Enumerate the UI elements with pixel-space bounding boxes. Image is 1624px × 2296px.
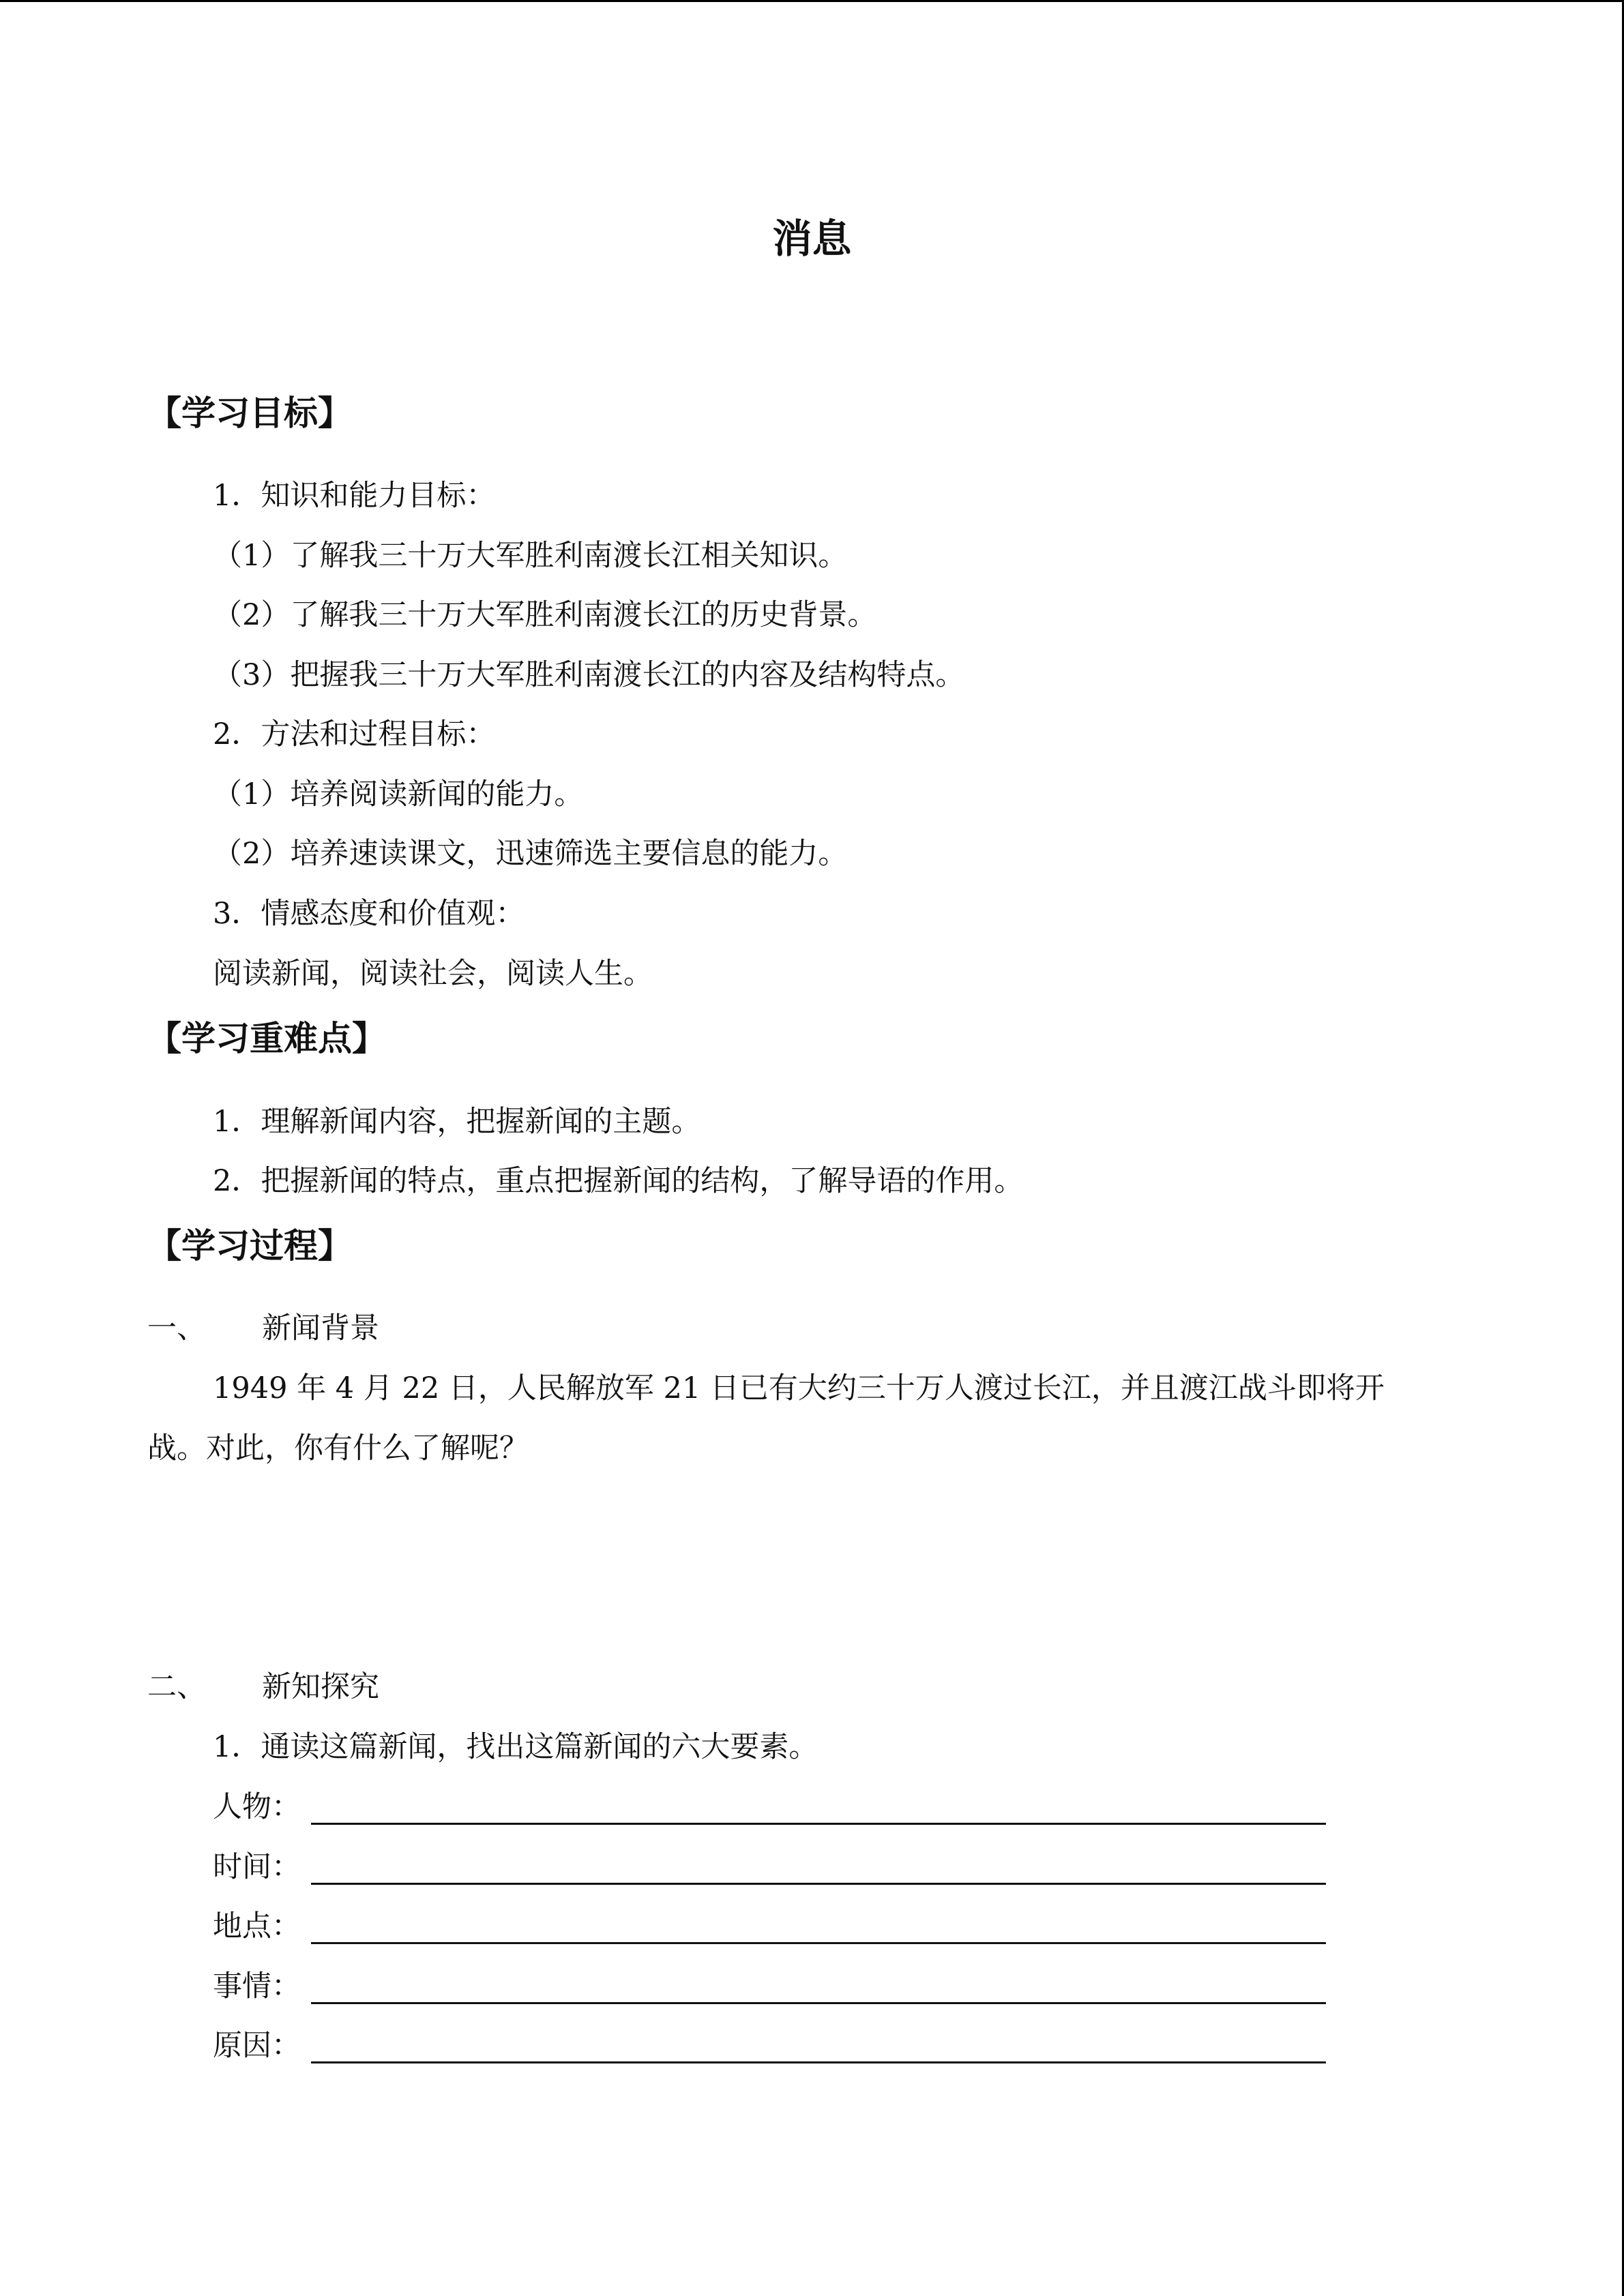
- fill-blank-row: [213, 1966, 1331, 2007]
- key-points-heading: 【学习重难点】: [147, 1019, 386, 1058]
- fill-blank-row: [213, 2025, 1331, 2066]
- objective-line: （1）培养阅读新闻的能力。: [213, 777, 584, 811]
- objective-line: （2）了解我三十万大军胜利南渡长江的历史背景。: [213, 598, 877, 632]
- background-paragraph-line: 1949 年 4 月 22 日，人民解放军 21 日已有大约三十万人渡过长江，并且渡江战斗即将开: [213, 1371, 1385, 1405]
- blank-label: 事情：: [213, 1969, 301, 2003]
- part-two-number: 二、: [147, 1670, 206, 1704]
- objective-line: （1）了解我三十万大军胜利南渡长江相关知识。: [213, 539, 848, 573]
- part-two-title: 新知探究: [262, 1670, 379, 1704]
- fill-blank-row: [213, 1847, 1331, 1888]
- answer-line[interactable]: [311, 2061, 1326, 2063]
- objective-line: 阅读新闻，阅读社会，阅读人生。: [213, 957, 653, 991]
- part-one-title: 新闻背景: [262, 1311, 379, 1345]
- answer-line[interactable]: [311, 1823, 1326, 1825]
- key-point-line: 1．理解新闻内容，把握新闻的主题。: [213, 1105, 701, 1139]
- objective-line: （2）培养速读课文，迅速筛选主要信息的能力。: [213, 837, 848, 871]
- objective-line: （3）把握我三十万大军胜利南渡长江的内容及结构特点。: [213, 658, 965, 692]
- objective-line: 2．方法和过程目标：: [213, 717, 496, 751]
- objective-line: 3．情感态度和价值观：: [213, 897, 525, 931]
- fill-blank-row: [213, 1787, 1331, 1828]
- background-paragraph-line: 战。对此，你有什么了解呢？: [147, 1431, 529, 1465]
- blank-label: 时间：: [213, 1850, 301, 1884]
- fill-blank-row: [213, 1906, 1331, 1947]
- objective-line: 1．知识和能力目标：: [213, 479, 496, 513]
- process-heading: 【学习过程】: [147, 1226, 352, 1266]
- objectives-heading: 【学习目标】: [147, 393, 352, 433]
- blank-label: 人物：: [213, 1790, 301, 1824]
- key-point-line: 2．把握新闻的特点，重点把握新闻的结构，了解导语的作用。: [213, 1164, 1024, 1198]
- answer-line[interactable]: [311, 1942, 1326, 1944]
- blank-label: 原因：: [213, 2029, 301, 2063]
- exploration-question: 1．通读这篇新闻，找出这篇新闻的六大要素。: [213, 1730, 818, 1764]
- answer-line[interactable]: [311, 1883, 1326, 1885]
- answer-line[interactable]: [311, 2002, 1326, 2004]
- page-title: 消息: [772, 215, 852, 262]
- part-one-number: 一、: [147, 1311, 206, 1345]
- blank-label: 地点：: [213, 1909, 301, 1943]
